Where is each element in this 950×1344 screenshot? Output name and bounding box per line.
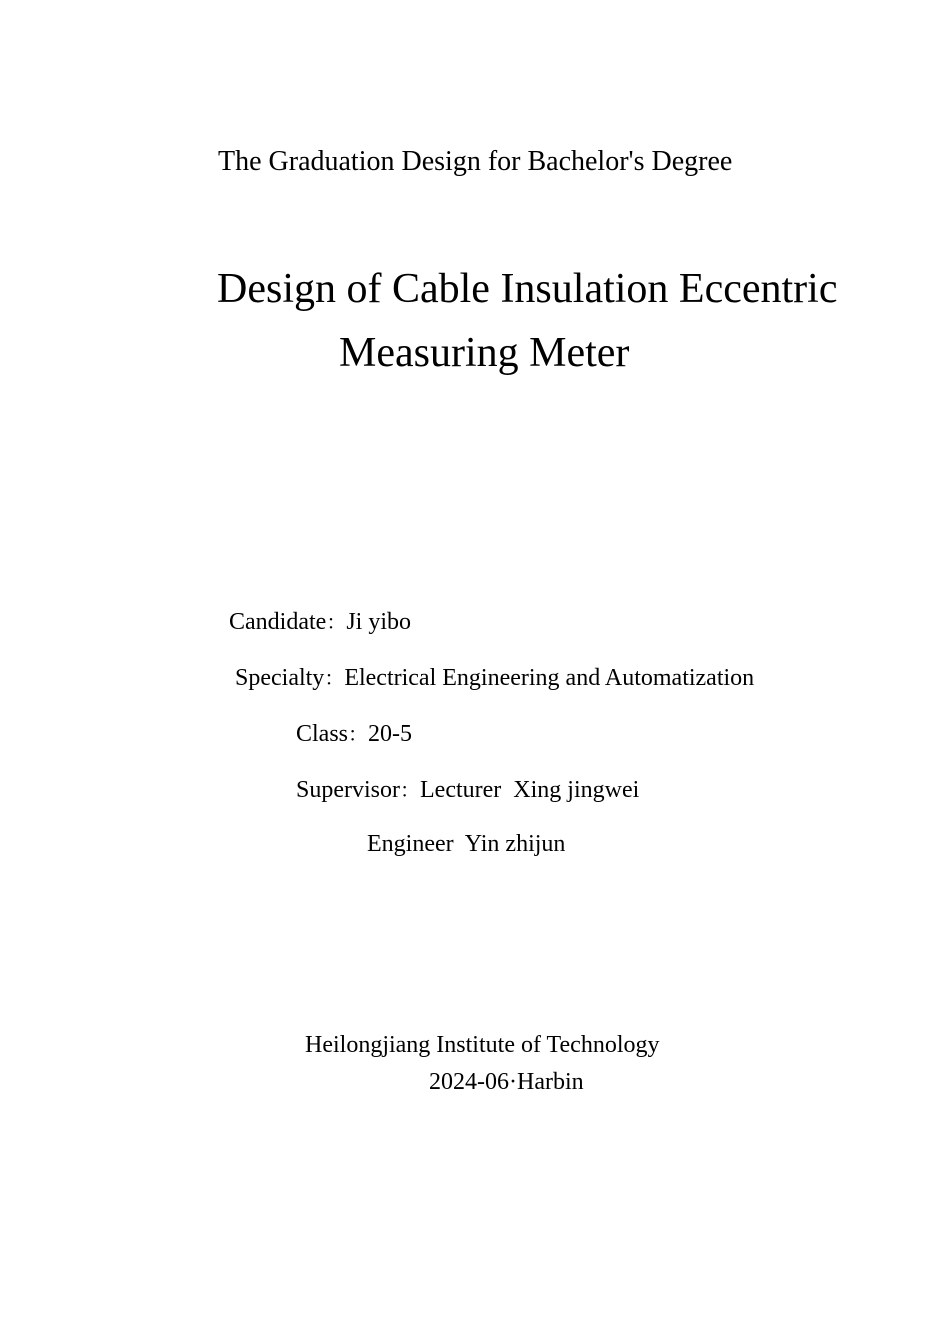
label-separator: ： <box>326 610 347 634</box>
class-row <box>296 722 412 746</box>
label-separator: ： <box>324 666 345 690</box>
supervisor-value-2: Engineer Yin zhijun <box>367 831 566 857</box>
class-value: 20-5 <box>368 721 413 747</box>
thesis-title-line-2: Measuring Meter <box>339 330 630 376</box>
supervisor-label: Supervisor <box>296 777 400 803</box>
candidate-row <box>229 610 411 634</box>
institution-name: Heilongjiang Institute of Technology <box>305 1032 660 1058</box>
candidate-value: Ji yibo <box>346 609 411 635</box>
specialty-label: Specialty <box>235 665 325 691</box>
date-and-place: 2024-06·Harbin <box>429 1069 584 1095</box>
degree-heading: The Graduation Design for Bachelor's Degree <box>218 146 733 177</box>
class-label: Class <box>296 721 349 747</box>
specialty-value: Electrical Engineering and Automatization <box>344 665 755 691</box>
label-separator: ： <box>400 778 420 802</box>
thesis-title-line-1: Design of Cable Insulation Eccentric <box>217 266 838 312</box>
supervisor-value-1: Lecturer Xing jingwei <box>420 777 640 803</box>
candidate-label: Candidate <box>229 609 327 635</box>
supervisor-row <box>296 778 639 802</box>
specialty-row <box>235 666 754 690</box>
label-separator: ： <box>348 722 369 746</box>
